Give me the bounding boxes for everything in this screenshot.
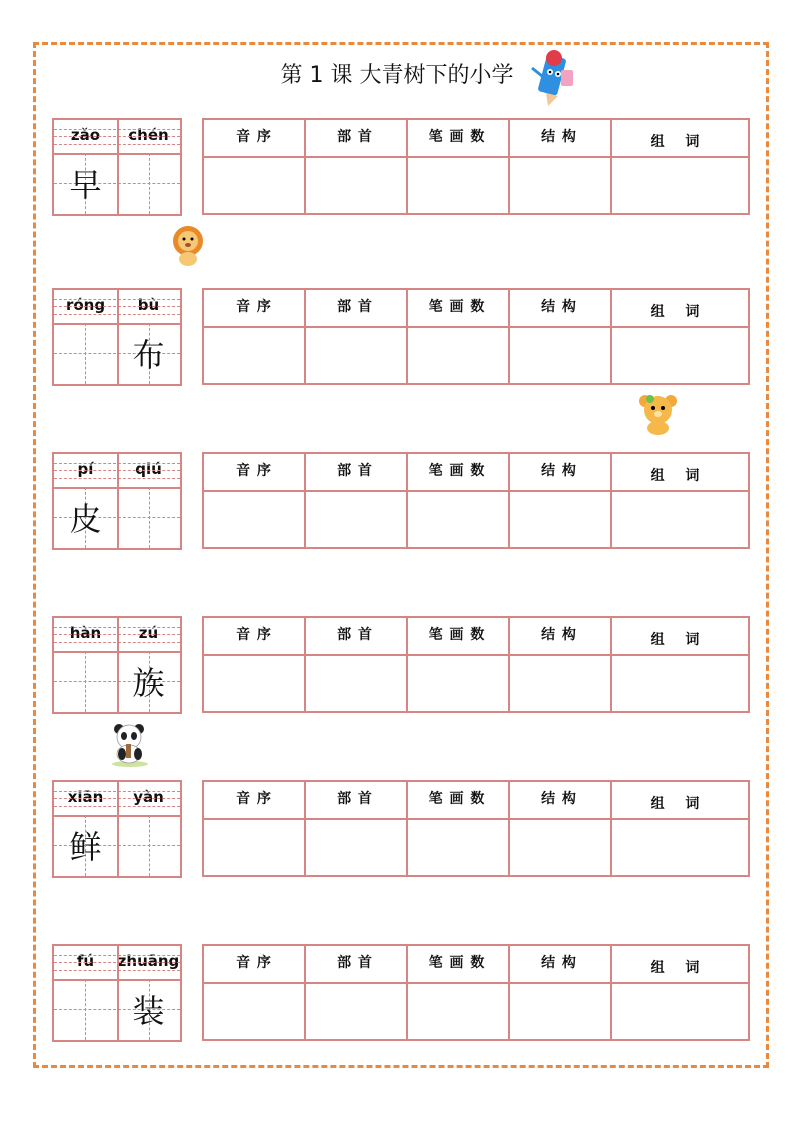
table-header: 结 构 bbox=[541, 299, 577, 315]
pinyin-syllable: róng bbox=[65, 296, 106, 314]
hanzi-character: 鲜 bbox=[69, 828, 102, 866]
character-section bbox=[52, 452, 752, 550]
table-divider bbox=[508, 782, 510, 875]
pinyin-syllable: yàn bbox=[133, 788, 164, 806]
table-header: 结 构 bbox=[541, 129, 577, 145]
table-divider bbox=[406, 120, 408, 213]
answer-cell[interactable] bbox=[610, 656, 748, 711]
tianzi-grid bbox=[52, 944, 182, 1042]
table-header: 结 构 bbox=[541, 463, 577, 479]
table-divider bbox=[204, 982, 748, 984]
pinyin-syllable: zǎo bbox=[70, 126, 101, 144]
answer-cell[interactable] bbox=[406, 656, 508, 711]
table-header: 音 序 bbox=[236, 463, 272, 479]
hanzi-character: 装 bbox=[132, 992, 165, 1030]
character-section bbox=[52, 288, 752, 386]
table-divider bbox=[508, 290, 510, 383]
analysis-table bbox=[202, 118, 750, 215]
analysis-table bbox=[202, 944, 750, 1041]
table-header: 笔 画 数 bbox=[428, 463, 486, 479]
tianzi-grid bbox=[52, 288, 182, 386]
table-column bbox=[204, 782, 304, 875]
table-divider bbox=[304, 782, 306, 875]
table-header: 结 构 bbox=[541, 627, 577, 643]
table-column bbox=[406, 618, 508, 711]
table-header: 组 词 bbox=[650, 796, 708, 812]
table-divider bbox=[406, 290, 408, 383]
hanzi-character bbox=[117, 490, 180, 548]
answer-cell[interactable] bbox=[610, 984, 748, 1039]
answer-cell[interactable] bbox=[406, 492, 508, 547]
table-column bbox=[508, 618, 610, 711]
table-column bbox=[304, 290, 406, 383]
hanzi-character bbox=[117, 156, 180, 214]
hanzi-character: 族 bbox=[132, 664, 165, 702]
table-column bbox=[406, 290, 508, 383]
analysis-table bbox=[202, 780, 750, 877]
pinyin-syllable: zhuāng bbox=[117, 952, 180, 970]
table-divider bbox=[508, 618, 510, 711]
table-column bbox=[304, 120, 406, 213]
table-divider bbox=[610, 946, 612, 1039]
table-header: 音 序 bbox=[236, 791, 272, 807]
answer-cell[interactable] bbox=[406, 158, 508, 213]
table-header: 笔 画 数 bbox=[428, 627, 486, 643]
table-divider bbox=[204, 490, 748, 492]
lion-icon bbox=[170, 225, 206, 267]
table-column bbox=[508, 454, 610, 547]
answer-cell[interactable] bbox=[304, 820, 406, 875]
table-divider bbox=[304, 454, 306, 547]
table-header: 部 首 bbox=[337, 627, 373, 643]
answer-cell[interactable] bbox=[204, 492, 304, 547]
table-column bbox=[204, 618, 304, 711]
table-column bbox=[610, 120, 748, 213]
table-header: 结 构 bbox=[541, 955, 577, 971]
character-section bbox=[52, 780, 752, 878]
table-column bbox=[508, 782, 610, 875]
answer-cell[interactable] bbox=[508, 656, 610, 711]
panda-icon bbox=[108, 722, 152, 768]
pencil-mascot-icon bbox=[528, 48, 578, 108]
pinyin-syllable: chén bbox=[128, 126, 169, 144]
answer-cell[interactable] bbox=[204, 984, 304, 1039]
table-divider bbox=[610, 782, 612, 875]
answer-cell[interactable] bbox=[610, 492, 748, 547]
table-divider bbox=[406, 946, 408, 1039]
answer-cell[interactable] bbox=[304, 158, 406, 213]
bear-icon bbox=[636, 392, 680, 436]
table-column bbox=[406, 946, 508, 1039]
tianzi-grid bbox=[52, 616, 182, 714]
answer-cell[interactable] bbox=[508, 820, 610, 875]
character-section bbox=[52, 944, 752, 1042]
table-header: 音 序 bbox=[236, 299, 272, 315]
table-column bbox=[406, 120, 508, 213]
table-divider bbox=[204, 818, 748, 820]
table-column bbox=[508, 946, 610, 1039]
table-header: 组 词 bbox=[650, 632, 708, 648]
table-column bbox=[610, 782, 748, 875]
hanzi-character: 早 bbox=[69, 166, 102, 204]
analysis-table bbox=[202, 288, 750, 385]
answer-cell[interactable] bbox=[204, 656, 304, 711]
hanzi-character bbox=[54, 654, 117, 712]
page-title: 第 1 课 大青树下的小学 bbox=[280, 63, 514, 88]
table-divider bbox=[610, 290, 612, 383]
table-divider bbox=[610, 618, 612, 711]
table-divider bbox=[406, 618, 408, 711]
table-column bbox=[204, 290, 304, 383]
answer-cell[interactable] bbox=[406, 984, 508, 1039]
table-divider bbox=[610, 454, 612, 547]
answer-cell[interactable] bbox=[508, 158, 610, 213]
answer-cell[interactable] bbox=[304, 328, 406, 383]
pinyin-syllable: bù bbox=[137, 296, 160, 314]
pinyin-syllable: zú bbox=[138, 624, 159, 642]
table-column bbox=[304, 946, 406, 1039]
tianzi-grid bbox=[52, 452, 182, 550]
table-divider bbox=[204, 326, 748, 328]
table-divider bbox=[204, 156, 748, 158]
table-column bbox=[304, 782, 406, 875]
table-column bbox=[406, 782, 508, 875]
answer-cell[interactable] bbox=[304, 492, 406, 547]
table-column bbox=[610, 454, 748, 547]
table-header: 音 序 bbox=[236, 129, 272, 145]
table-column bbox=[508, 120, 610, 213]
pinyin-syllable: pí bbox=[77, 460, 94, 478]
table-divider bbox=[304, 120, 306, 213]
answer-cell[interactable] bbox=[610, 158, 748, 213]
pinyin-syllable: fú bbox=[76, 952, 95, 970]
table-header: 笔 画 数 bbox=[428, 791, 486, 807]
answer-cell[interactable] bbox=[204, 328, 304, 383]
tianzi-grid bbox=[52, 780, 182, 878]
table-header: 部 首 bbox=[337, 955, 373, 971]
table-column bbox=[406, 454, 508, 547]
table-column bbox=[610, 946, 748, 1039]
table-divider bbox=[508, 120, 510, 213]
table-header: 组 词 bbox=[650, 134, 708, 150]
table-header: 音 序 bbox=[236, 627, 272, 643]
hanzi-character bbox=[54, 982, 117, 1040]
table-header: 组 词 bbox=[650, 304, 708, 320]
table-column bbox=[204, 454, 304, 547]
table-header: 组 词 bbox=[650, 960, 708, 976]
table-divider bbox=[508, 946, 510, 1039]
answer-cell[interactable] bbox=[406, 820, 508, 875]
table-divider bbox=[304, 290, 306, 383]
table-header: 音 序 bbox=[236, 955, 272, 971]
answer-cell[interactable] bbox=[406, 328, 508, 383]
answer-cell[interactable] bbox=[304, 984, 406, 1039]
hanzi-character: 布 bbox=[132, 336, 165, 374]
table-header: 结 构 bbox=[541, 791, 577, 807]
character-section bbox=[52, 616, 752, 714]
table-header: 部 首 bbox=[337, 299, 373, 315]
table-column bbox=[610, 290, 748, 383]
table-divider bbox=[304, 618, 306, 711]
table-header: 笔 画 数 bbox=[428, 955, 486, 971]
character-section bbox=[52, 118, 752, 216]
answer-cell[interactable] bbox=[508, 492, 610, 547]
table-column bbox=[508, 290, 610, 383]
table-header: 组 词 bbox=[650, 468, 708, 484]
answer-cell[interactable] bbox=[204, 158, 304, 213]
table-divider bbox=[204, 654, 748, 656]
table-column bbox=[204, 120, 304, 213]
table-divider bbox=[508, 454, 510, 547]
table-header: 部 首 bbox=[337, 463, 373, 479]
answer-cell[interactable] bbox=[610, 328, 748, 383]
tianzi-grid bbox=[52, 118, 182, 216]
hanzi-character bbox=[54, 326, 117, 384]
hanzi-character: 皮 bbox=[69, 500, 102, 538]
table-header: 部 首 bbox=[337, 129, 373, 145]
table-header: 笔 画 数 bbox=[428, 129, 486, 145]
pinyin-syllable: qiú bbox=[135, 460, 162, 478]
hanzi-character bbox=[117, 818, 180, 876]
table-header: 部 首 bbox=[337, 791, 373, 807]
pinyin-syllable: xiān bbox=[67, 788, 104, 806]
table-divider bbox=[406, 782, 408, 875]
pinyin-syllable: hàn bbox=[69, 624, 102, 642]
table-header: 笔 画 数 bbox=[428, 299, 486, 315]
table-column bbox=[610, 618, 748, 711]
answer-cell[interactable] bbox=[304, 656, 406, 711]
table-divider bbox=[304, 946, 306, 1039]
analysis-table bbox=[202, 452, 750, 549]
answer-cell[interactable] bbox=[610, 820, 748, 875]
table-divider bbox=[406, 454, 408, 547]
table-column bbox=[304, 618, 406, 711]
table-column bbox=[204, 946, 304, 1039]
table-divider bbox=[610, 120, 612, 213]
answer-cell[interactable] bbox=[204, 820, 304, 875]
analysis-table bbox=[202, 616, 750, 713]
answer-cell[interactable] bbox=[508, 984, 610, 1039]
table-column bbox=[304, 454, 406, 547]
answer-cell[interactable] bbox=[508, 328, 610, 383]
